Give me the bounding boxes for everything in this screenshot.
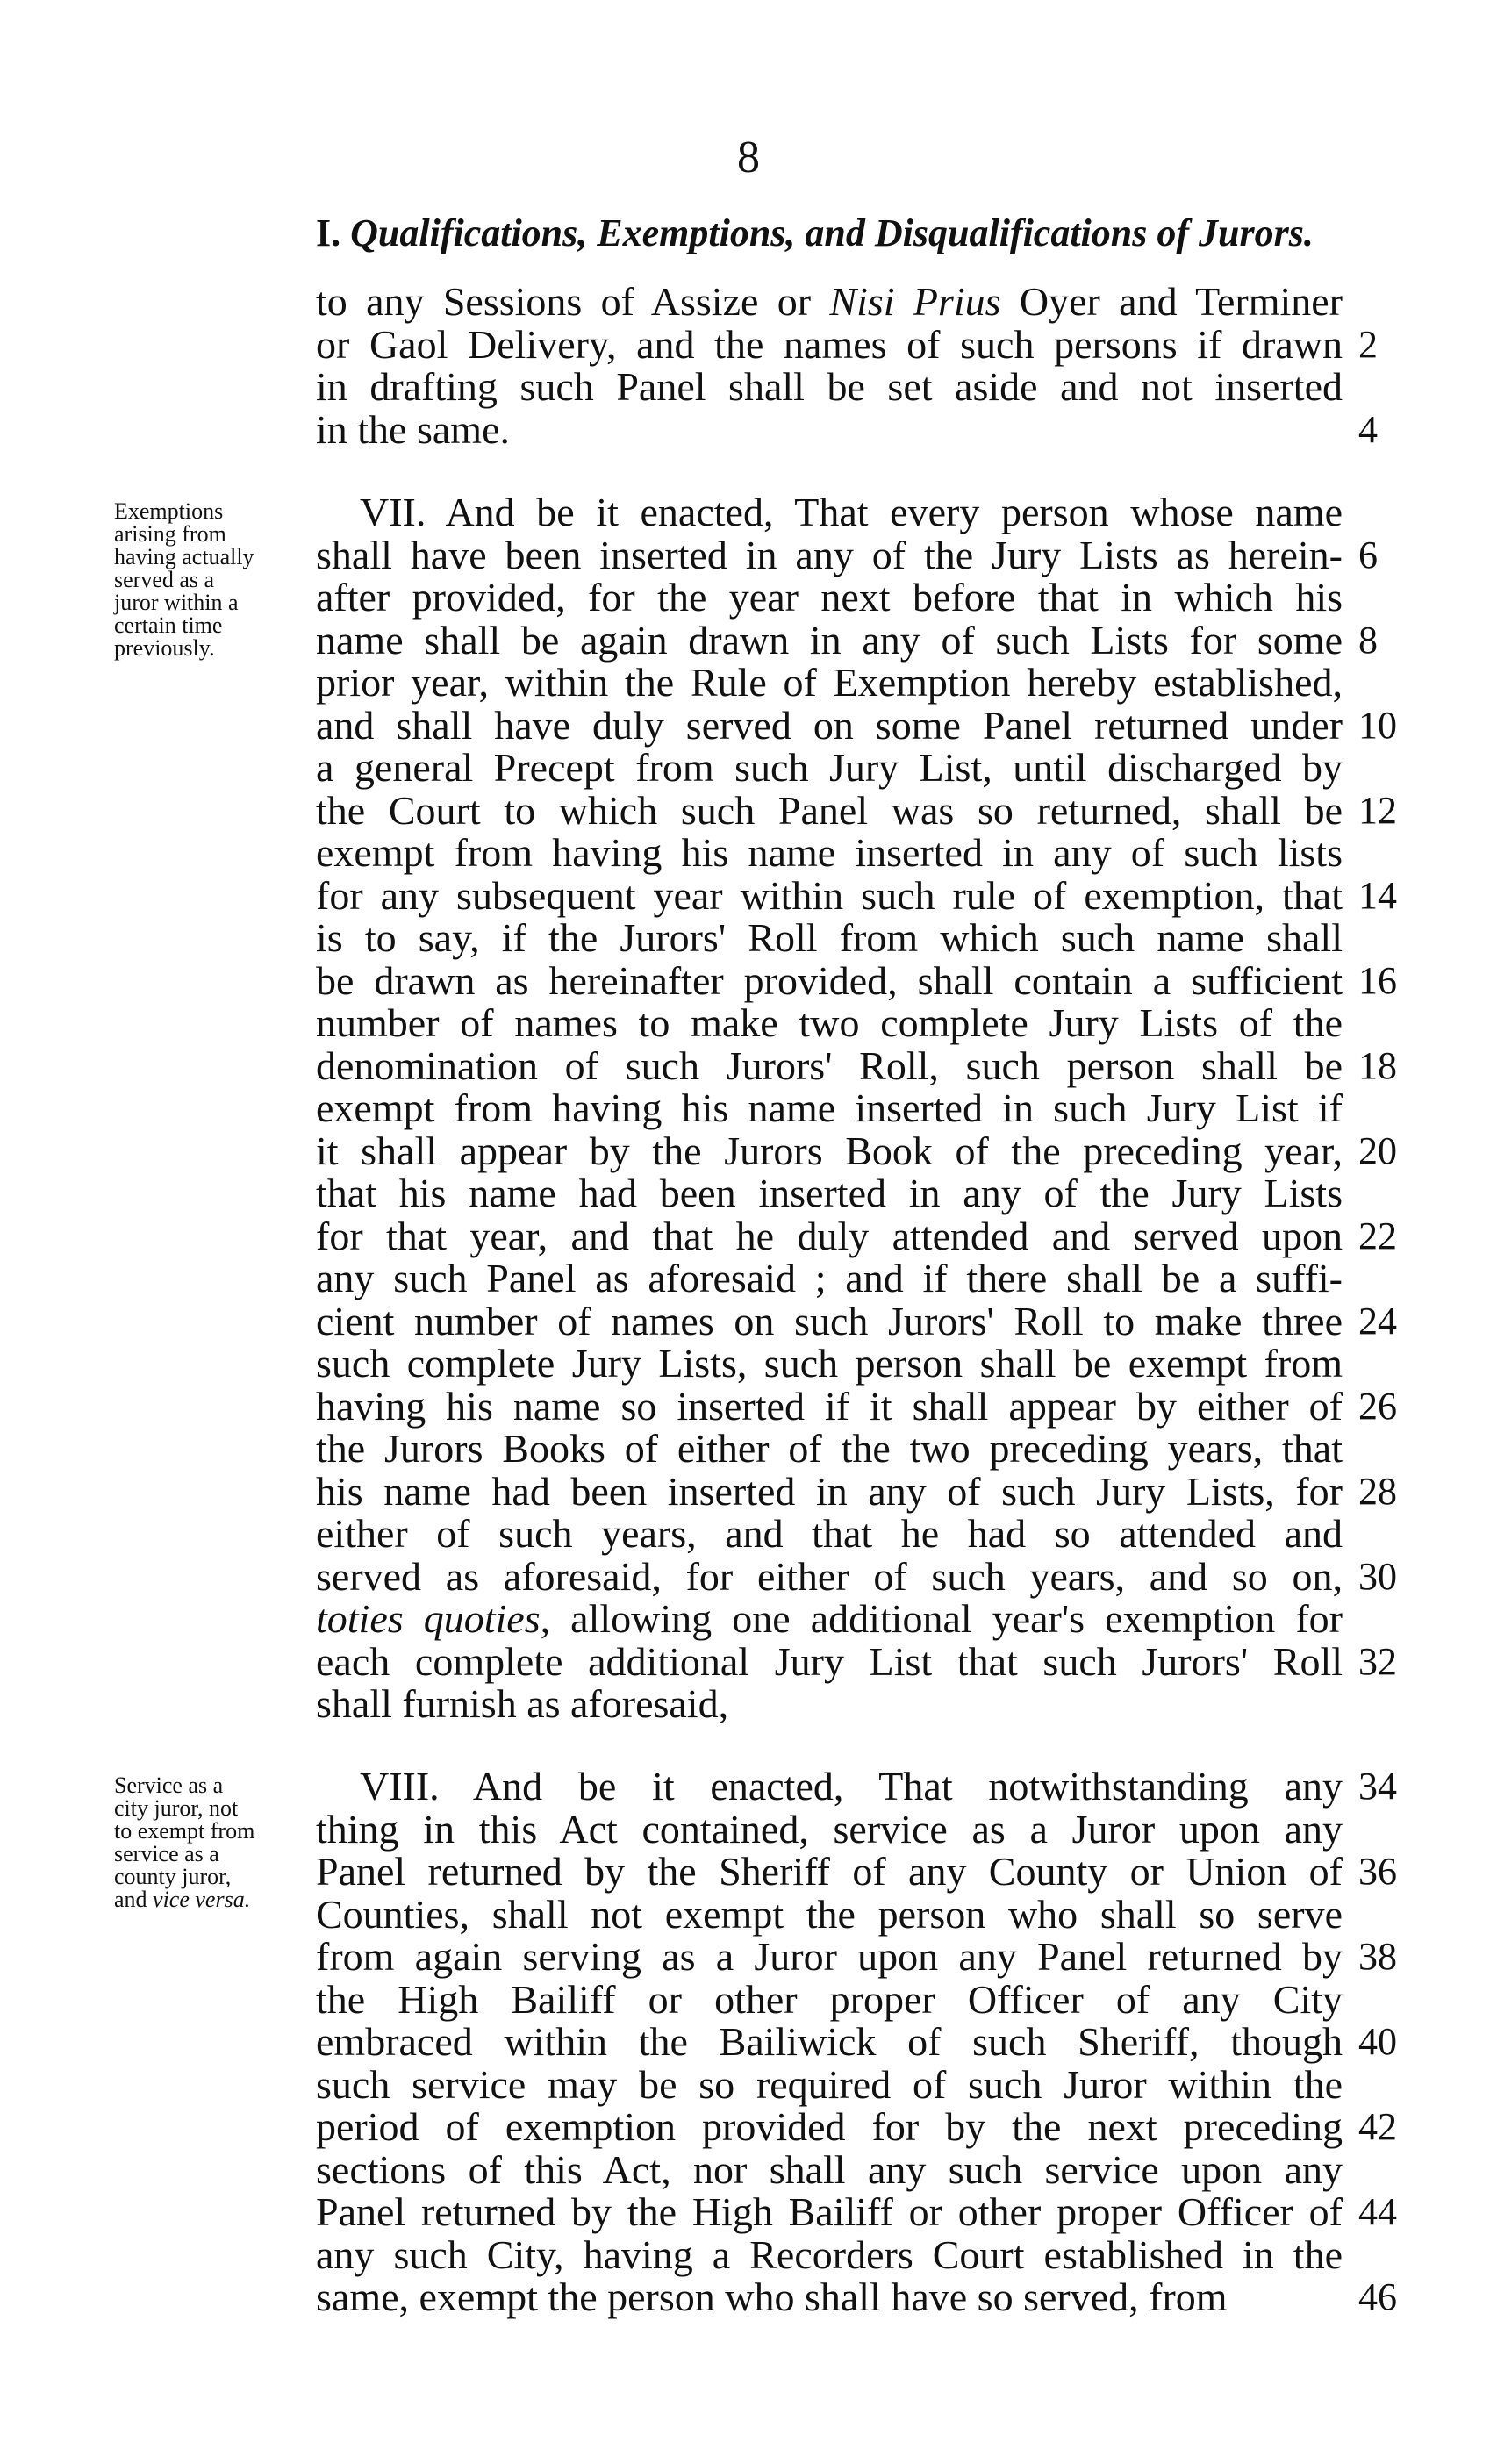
line-number: 40 bbox=[1358, 2020, 1397, 2063]
text-line: prior year, within the Rule of Exemption hereby established, bbox=[316, 660, 1343, 705]
text-line: number of names to make two complete Jury Lists of the bbox=[316, 1000, 1343, 1045]
text-line: after provided, for the year next before that in which his bbox=[316, 575, 1343, 620]
line-number: 14 bbox=[1358, 873, 1397, 917]
text-line: sections of this Act, nor shall any such service upon any bbox=[316, 2146, 1343, 2192]
running-title bbox=[316, 211, 1314, 255]
margin-note-line: city juror, not bbox=[114, 1795, 239, 1821]
text-line: such complete Jury Lists, such person shall be exempt from bbox=[316, 1341, 1343, 1386]
margin-note-line: served as a bbox=[114, 567, 215, 592]
text-line: or Gaol Delivery, and the names of such persons if drawn bbox=[316, 321, 1343, 367]
margin-note-line bbox=[114, 1888, 312, 1911]
margin-note-line: Exemptions bbox=[114, 498, 224, 524]
text-run: and bbox=[114, 1887, 154, 1912]
margin-note-service bbox=[114, 1774, 312, 1911]
margin-note-line: Service as a bbox=[114, 1773, 224, 1798]
text-line: the Jurors Books of either of the two preceding years, that bbox=[316, 1426, 1343, 1471]
page-number: 8 bbox=[737, 133, 760, 183]
text-run: Oyer and Terminer bbox=[1000, 279, 1343, 324]
text-line: his name had been inserted in any of such Jury Lists, for bbox=[316, 1468, 1343, 1514]
text-line: having his name so inserted if it shall appear by either of bbox=[316, 1383, 1343, 1429]
margin-note-line: service as a bbox=[114, 1841, 219, 1866]
line-number: 18 bbox=[1358, 1043, 1397, 1087]
line-number: 24 bbox=[1358, 1299, 1397, 1343]
line-number: 20 bbox=[1358, 1128, 1397, 1172]
line-number: 10 bbox=[1358, 703, 1397, 747]
line-number: 46 bbox=[1358, 2275, 1397, 2318]
text-line: exempt from having his name inserted in such Jury List if bbox=[316, 1085, 1343, 1130]
text-line bbox=[316, 281, 1343, 323]
text-line: from again serving as a Juror upon any Panel returned by bbox=[316, 1934, 1343, 1979]
text-line: Panel returned by the High Bailiff or other proper Officer of bbox=[316, 2189, 1343, 2234]
italic-phrase: Nisi Prius bbox=[829, 279, 1001, 324]
text-run: to any Sessions of Assize or bbox=[316, 279, 830, 324]
line-number: 30 bbox=[1358, 1554, 1397, 1598]
text-line: Panel returned by the Sheriff of any County or Union of bbox=[316, 1849, 1343, 1894]
margin-note-line: having actually bbox=[114, 544, 254, 569]
text-line: thing in this Act contained, service as a Juror upon any bbox=[316, 1806, 1343, 1852]
margin-note-line: certain time bbox=[114, 612, 223, 638]
text-line: in the same. bbox=[316, 406, 510, 452]
italic-phrase: toties quoties bbox=[316, 1596, 541, 1641]
text-line: that his name had been inserted in any of the Jury Lists bbox=[316, 1171, 1343, 1215]
margin-note-line: to exempt from bbox=[114, 1818, 255, 1844]
text-line: it shall appear by the Jurors Book of the preceding year, bbox=[316, 1128, 1343, 1173]
running-title-numeral: I. bbox=[316, 211, 341, 254]
line-number: 4 bbox=[1358, 407, 1378, 451]
text-line: and shall have duly served on some Panel returned under bbox=[316, 702, 1343, 748]
line-number: 16 bbox=[1358, 958, 1397, 1002]
text-line: for that year, and that he duly attended and served upon bbox=[316, 1213, 1343, 1258]
text-line: be drawn as hereinafter provided, shall contain a sufficient bbox=[316, 957, 1343, 1003]
text-line: a general Precept from such Jury List, until discharged by bbox=[316, 745, 1343, 790]
text-line: same, exempt the person who shall have so served, from bbox=[316, 2274, 1228, 2319]
line-number: 28 bbox=[1358, 1469, 1397, 1513]
italic-phrase: vice versa. bbox=[153, 1887, 251, 1912]
line-number: 44 bbox=[1358, 2190, 1397, 2233]
text-line: served as aforesaid, for either of such years, and so on, bbox=[316, 1553, 1343, 1599]
text-line: period of exemption provided for by the next preceding bbox=[316, 2104, 1343, 2149]
text-line: exempt from having his name inserted in any of such lists bbox=[316, 830, 1343, 875]
line-number: 32 bbox=[1358, 1639, 1397, 1683]
text-line: any such City, having a Recorders Court established in the bbox=[316, 2231, 1343, 2277]
line-number: 36 bbox=[1358, 1850, 1397, 1893]
margin-note-line: previously. bbox=[114, 635, 215, 661]
line-number: 38 bbox=[1358, 1935, 1397, 1978]
text-line: denomination of such Jurors' Roll, such person shall be bbox=[316, 1042, 1343, 1088]
margin-note-line: county juror, bbox=[114, 1864, 232, 1889]
line-number: 34 bbox=[1358, 1765, 1397, 1808]
line-number: 6 bbox=[1358, 533, 1378, 577]
running-title-text: Qualifications, Exemptions, and Disqualifications of Jurors. bbox=[350, 211, 1314, 254]
text-run: , allowing one additional year's exemption for bbox=[540, 1596, 1343, 1641]
line-number: 26 bbox=[1358, 1384, 1397, 1428]
line-number: 8 bbox=[1358, 618, 1378, 662]
text-line: each complete additional Jury List that such Jurors' Roll bbox=[316, 1638, 1343, 1684]
text-line: cient number of names on such Jurors' Roll to make three bbox=[316, 1298, 1343, 1343]
text-line: the High Bailiff or other proper Officer of any City bbox=[316, 1976, 1343, 2022]
text-line: is to say, if the Jurors' Roll from which such name shall bbox=[316, 915, 1343, 960]
text-line: for any subsequent year within such rule of exemption, that bbox=[316, 872, 1343, 918]
text-line: shall furnish as aforesaid, bbox=[316, 1681, 729, 1726]
margin-note-line: juror within a bbox=[114, 590, 239, 615]
line-number: 42 bbox=[1358, 2105, 1397, 2148]
text-line: such service may be so required of such Juror within the bbox=[316, 2061, 1343, 2107]
text-line: in drafting such Panel shall be set aside and not inserted bbox=[316, 364, 1343, 409]
text-line: embraced within the Bailiwick of such Sheriff, though bbox=[316, 2019, 1343, 2064]
text-line: Counties, shall not exempt the person who shall so serve bbox=[316, 1891, 1343, 1937]
text-line: any such Panel as aforesaid ; and if there shall be a suffi- bbox=[316, 1256, 1343, 1300]
margin-note-exemptions bbox=[114, 500, 312, 660]
text-line: shall have been inserted in any of the Jury Lists as herein- bbox=[316, 532, 1343, 577]
text-line: VIII. And be it enacted, That notwithstanding any bbox=[360, 1764, 1343, 1809]
text-line: VII. And be it enacted, That every person whose name bbox=[360, 490, 1343, 534]
line-number: 22 bbox=[1358, 1214, 1397, 1257]
text-line bbox=[316, 1598, 1343, 1640]
line-number: 2 bbox=[1358, 322, 1378, 366]
text-line: either of such years, and that he had so attended and bbox=[316, 1511, 1343, 1556]
margin-note-line: arising from bbox=[114, 521, 226, 547]
text-line: the Court to which such Panel was so returned, shall be bbox=[316, 787, 1343, 833]
line-number: 12 bbox=[1358, 788, 1397, 832]
text-line: name shall be again drawn in any of such Lists for some bbox=[316, 617, 1343, 663]
